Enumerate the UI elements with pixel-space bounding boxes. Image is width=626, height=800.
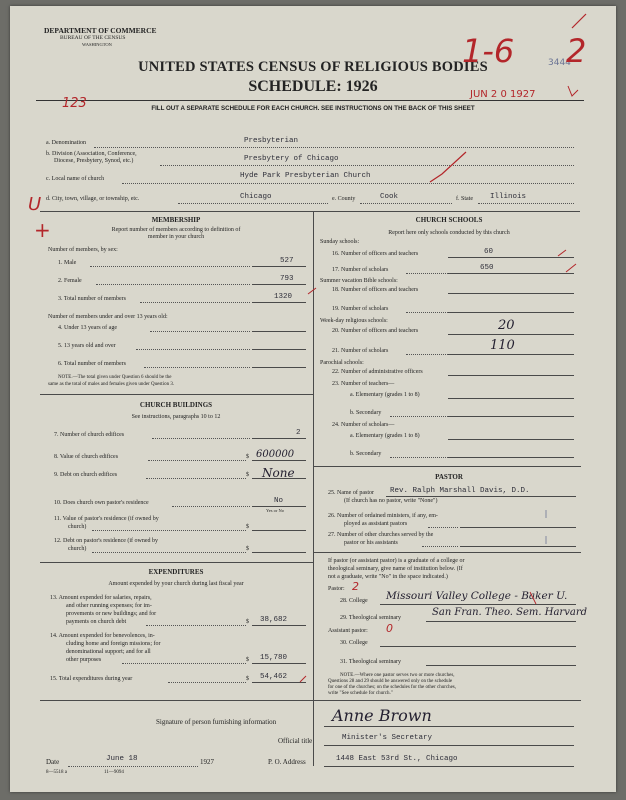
q10-label: 10. Does church own pastor's residence xyxy=(54,500,149,506)
city-label: d. City, town, village, or township, etc. xyxy=(46,196,140,202)
by-sex-label: Number of members, by sex: xyxy=(48,247,118,253)
date-value: June 18 xyxy=(106,755,138,763)
q1-label: 1. Male xyxy=(58,260,77,266)
department-name: DEPARTMENT OF COMMERCE xyxy=(44,26,157,35)
q2-value: 793 xyxy=(280,275,294,283)
q12-label-b: church) xyxy=(68,546,87,552)
form-number: 8—5518 a xyxy=(46,770,67,775)
check-mark-icon xyxy=(572,14,586,28)
expenditures-sub: Amount expended by your church during last fiscal year xyxy=(108,581,244,587)
buildings-heading: CHURCH BUILDINGS xyxy=(139,401,213,409)
division-value: Presbytery of Chicago xyxy=(244,155,339,163)
church-name-value: Hyde Park Presbyterian Church xyxy=(240,172,371,180)
q23-label: 23. Number of teachers— xyxy=(332,381,395,387)
bureau-name: BUREAU OF THE CENSUS xyxy=(60,35,126,41)
q5-label: 5. 13 years old and over xyxy=(58,343,116,349)
check-mark-icon xyxy=(568,86,578,96)
q13-label-d: payments on church debt xyxy=(66,619,127,625)
date-label: Date xyxy=(46,758,60,766)
membership-note-1: NOTE.—The total given under Question 6 should be the xyxy=(58,375,172,380)
signature-label: Signature of person furnishing information xyxy=(156,718,277,726)
signature-value: Anne Brown xyxy=(332,706,432,725)
q26-label-a: 26. Number of ordained ministers, if any, em- xyxy=(328,513,438,519)
q31-label: 31. Theological seminary xyxy=(340,659,402,665)
state-value: Illinois xyxy=(490,193,527,201)
county-label: e. County xyxy=(332,196,356,202)
corner-mark: 1-6 xyxy=(462,32,515,70)
address-value: 1448 East 53rd St., Chicago xyxy=(336,755,458,763)
weekday-label: Week-day religious schools: xyxy=(320,318,388,324)
pastor-note-4: write "See schedule for church." xyxy=(328,691,393,696)
expenditures-heading: EXPENDITURES xyxy=(148,568,204,576)
check-mark-icon xyxy=(300,676,306,682)
corner-mark-2: 2 xyxy=(566,32,587,70)
q2-label: 2. Female xyxy=(58,278,82,284)
q15-value: 54,462 xyxy=(260,673,288,681)
q6-label: 6. Total number of members xyxy=(58,361,126,367)
q23b-label: b. Secondary xyxy=(350,410,382,416)
q24a-label: a. Elementary (grades 1 to 8) xyxy=(350,433,420,439)
q13-label-b: and other running expenses; for im- xyxy=(66,603,152,609)
q13-label-c: provements or new buildings; and for xyxy=(66,611,157,617)
church-name-label: c. Local name of church xyxy=(46,176,105,182)
q16-label: 16. Number of officers and teachers xyxy=(332,251,419,257)
print-number: 11—9094 xyxy=(104,770,124,775)
membership-sub-2: member in your church xyxy=(147,234,205,240)
check-mark-icon xyxy=(308,288,316,294)
official-title-label: Official title xyxy=(278,737,313,745)
q10-value: No xyxy=(274,497,284,505)
left-cross-mark: + xyxy=(34,218,51,242)
census-schedule-page: DEPARTMENT OF COMMERCE BUREAU OF THE CENSUS WASHINGTON UNITED STATES CENSUS OF RELIGIOUS BODIES SCHEDULE: 1926 FILL OUT A SEPARATE SCHEDULE FOR EACH CHURCH. SEE INSTRUCTIONS ON THE BACK OF THIS SHEET JUN 2 0 1927 3444 1-6 2 123 U + a. Denomination Presbyterian b. Division (Association, Conference, Diocese, Presbytery, Synod, etc.) Presbytery of Chicago c. Local name of church Hyde Park Presbyterian Church d. City, town, village, or township, etc. Chicago e. County Cook f. State Illinois MEMBERSHIP Report number of members according to definition of member in your church Number of members, by sex: 1. Male 527 2. Female 793 3. Total number of members 1320 Number of members under and over 13 years old: 4. Under 13 years of age 5. 13 years old and over 6. Total number of members NOTE.—The total given under Question 6 should be the same as the total of males and females given under Question 3. CHURCH BUILDINGS See instructions, paragraphs 10 to 12 7. Number of church edifices 2 8. Value of church edifices $ 600000 9. Debt on church edifices $ None 10. Does church own pastor's residence No Yes or No 11. Value of pastor's residence (if owned by church) $ 12. Debt on pastor's residence (if owned by church) $ EXPENDITURES Amount expended by your church during last fiscal year 13. Amount expended for salaries, repairs, and other running expenses; for im- provements or new buildings; and for payments on church debt $ 38,682 14. Amount expended for benevolences, in- cluding home and foreign missions; for denominational support; and for all other purposes $ 15,780 15. Total expenditures during year $ 54,462 CHURCH SCHOOLS Report here only schools conducted by this church Sunday schools: 16. Number of officers and teachers 60 17. Number of scholars 650 Summer vacation Bible schools: 18. Number of officers and teachers 19. Number of scholars Week-day religious schools: 20. Number of officers and teachers 20 21. Number of scholars 110 Parochial schools: 22. Number of administrative officers 23. Number of teachers— a. Elementary (grades 1 to 8) b. Secondary 24. Number of scholars— a. Elementary (grades 1 to 8) b. Secondary PASTOR 25. Name of pastor Rev. Ralph Marshall Davis, D.D. (If church has no pastor, write "None") 26. Number of ordained ministers, if any, em- ployed as assistant pastors 27. Number of other churches served by the pastor or his assistants If pastor (or assistant pastor) is a graduate of a college or theological seminary, give name of institution below. (If not a graduate, write "No" in the space indicated.) Pastor: 2 28. College Missouri Valley College - Baker U. 29. Theological seminary San Fran. Theo. Sem. Harvard Assistant pastor: 0 30. College 31. Theological seminary NOTE.—Where one pastor serves two or more churches, Questions 28 and 29 should be answered only on the schedule for one of the churches; on the schedules for the other churches, write "See schedule for church." Signature of person furnishing information Anne Brown Official title Minister's Secretary Date June 18 1927 P. O. Address 1448 East 53rd St., Chicago 8—5518 a 11—9094 xyxy=(10,6,616,792)
parochial-label: Parochial schools: xyxy=(320,360,364,366)
q3-value: 1320 xyxy=(274,293,293,301)
q25-label: 25. Name of pastor xyxy=(328,490,374,496)
q16-value: 60 xyxy=(484,248,494,256)
assistant-sublabel: Assistant pastor: xyxy=(328,628,368,634)
q22-label: 22. Number of administrative officers xyxy=(332,369,423,375)
schools-sub: Report here only schools conducted by this church xyxy=(388,230,510,236)
review-check-marks xyxy=(10,6,616,792)
q14-label-c: denominational support; and for all xyxy=(66,649,151,655)
q24-label: 24. Number of scholars— xyxy=(332,422,395,428)
q27-label-b: pastor or his assistants xyxy=(344,540,398,546)
age-intro: Number of members under and over 13 years old: xyxy=(48,314,168,320)
q21-label: 21. Number of scholars xyxy=(332,348,389,354)
q17-value: 650 xyxy=(480,264,494,272)
graduate-note-2: theological seminary, give name of institution below. (If xyxy=(328,566,463,572)
q13-value: 38,682 xyxy=(260,616,288,624)
q25-note: (If church has no pastor, write "None") xyxy=(344,498,438,504)
q9-label: 9. Debt on church edifices xyxy=(54,472,118,478)
schools-heading: CHURCH SCHOOLS xyxy=(415,216,483,224)
check-mark-icon xyxy=(430,152,466,182)
pastor-note-2: Questions 28 and 29 should be answered only on the schedule xyxy=(328,679,453,684)
graduate-note-1: If pastor (or assistant pastor) is a graduate of a college or xyxy=(328,558,465,564)
q9-value: None xyxy=(262,466,295,480)
official-title-value: Minister's Secretary xyxy=(342,734,433,742)
q7-value: 2 xyxy=(296,429,301,437)
sunday-label: Sunday schools: xyxy=(320,239,360,245)
schedule-title: SCHEDULE: 1926 xyxy=(248,78,378,95)
buildings-sub: See instructions, paragraphs 10 to 12 xyxy=(131,414,221,420)
stamp-number: 3444 xyxy=(548,58,571,68)
denomination-label: a. Denomination xyxy=(46,140,86,146)
q14-label-b: cluding home and foreign missions; for xyxy=(66,641,161,647)
q3-label: 3. Total number of members xyxy=(58,296,126,302)
q28-label: 28. College xyxy=(340,598,368,604)
pastor-heading: PASTOR xyxy=(435,473,463,481)
address-label: P. O. Address xyxy=(268,758,306,766)
pastor-sublabel: Pastor: xyxy=(328,586,345,592)
bureau-city: WASHINGTON xyxy=(82,42,112,47)
membership-note-2: same as the total of males and females given under Question 3. xyxy=(48,382,175,387)
q4-label: 4. Under 13 years of age xyxy=(58,325,117,331)
q23a-label: a. Elementary (grades 1 to 8) xyxy=(350,392,420,398)
q11-label-a: 11. Value of pastor's residence (if owned by xyxy=(54,516,159,522)
received-date-stamp: JUN 2 0 1927 xyxy=(470,89,536,100)
q7-label: 7. Number of church edifices xyxy=(54,432,125,438)
q28-value: Missouri Valley College - Baker U. xyxy=(386,590,568,602)
check-mark-icon xyxy=(558,250,566,256)
q14-label-d: other purposes xyxy=(66,657,102,663)
q27-label-a: 27. Number of other churches served by the xyxy=(328,532,434,538)
q12-label-a: 12. Debt on pastor's residence (if owned by xyxy=(54,538,159,544)
q1-value: 527 xyxy=(280,257,294,265)
pastor-note-3: for one of the churches; on the schedules for the other churches, xyxy=(328,685,457,690)
q14-label-a: 14. Amount expended for benevolences, in- xyxy=(50,633,155,639)
q15-label: 15. Total expenditures during year xyxy=(50,676,133,682)
q21-value: 110 xyxy=(490,338,515,353)
q8-value: 600000 xyxy=(256,449,295,460)
q18-label: 18. Number of officers and teachers xyxy=(332,287,419,293)
membership-heading: MEMBERSHIP xyxy=(151,216,201,224)
county-value: Cook xyxy=(380,193,399,201)
pastor-mark: 2 xyxy=(352,580,359,593)
q11-label-b: church) xyxy=(68,524,87,530)
assistant-mark: 0 xyxy=(386,622,393,635)
q10-hint: Yes or No xyxy=(266,508,285,513)
pastor-note-1: NOTE.—Where one pastor serves two or more churches, xyxy=(340,673,455,678)
form-title: UNITED STATES CENSUS OF RELIGIOUS BODIES xyxy=(138,59,488,75)
q24b-label: b. Secondary xyxy=(350,451,382,457)
q25-value: Rev. Ralph Marshall Davis, D.D. xyxy=(390,487,530,495)
denomination-value: Presbyterian xyxy=(244,137,299,145)
division-label-2: Diocese, Presbytery, Synod, etc.) xyxy=(54,158,134,164)
q14-value: 15,780 xyxy=(260,654,288,662)
division-label-1: b. Division (Association, Conference, xyxy=(46,151,137,157)
instruction-line: FILL OUT A SEPARATE SCHEDULE FOR EACH CHURCH. SEE INSTRUCTIONS ON THE BACK OF THIS SHEET xyxy=(151,105,475,112)
city-value: Chicago xyxy=(240,193,272,201)
q20-label: 20. Number of officers and teachers xyxy=(332,328,419,334)
left-number-mark: 123 xyxy=(62,96,87,111)
q19-label: 19. Number of scholars xyxy=(332,306,389,312)
summer-label: Summer vacation Bible schools: xyxy=(320,278,398,284)
date-year: 1927 xyxy=(200,758,214,766)
q26-label-b: ployed as assistant pastors xyxy=(344,521,408,527)
q30-label: 30. College xyxy=(340,640,368,646)
graduate-note-3: not a graduate, write "No" in the space indicated.) xyxy=(328,574,448,580)
q29-label: 29. Theological seminary xyxy=(340,615,402,621)
check-mark-icon xyxy=(566,264,576,272)
membership-sub-1: Report number of members according to definition of xyxy=(111,227,241,233)
q17-label: 17. Number of scholars xyxy=(332,267,389,273)
left-letter-mark: U xyxy=(28,194,42,215)
state-label: f. State xyxy=(456,196,473,202)
q13-label-a: 13. Amount expended for salaries, repairs, xyxy=(50,595,152,601)
q29-value: San Fran. Theo. Sem. Harvard xyxy=(432,607,588,618)
q20-value: 20 xyxy=(498,318,515,333)
check-mark-icon xyxy=(530,592,536,604)
q8-label: 8. Value of church edifices xyxy=(54,454,119,460)
